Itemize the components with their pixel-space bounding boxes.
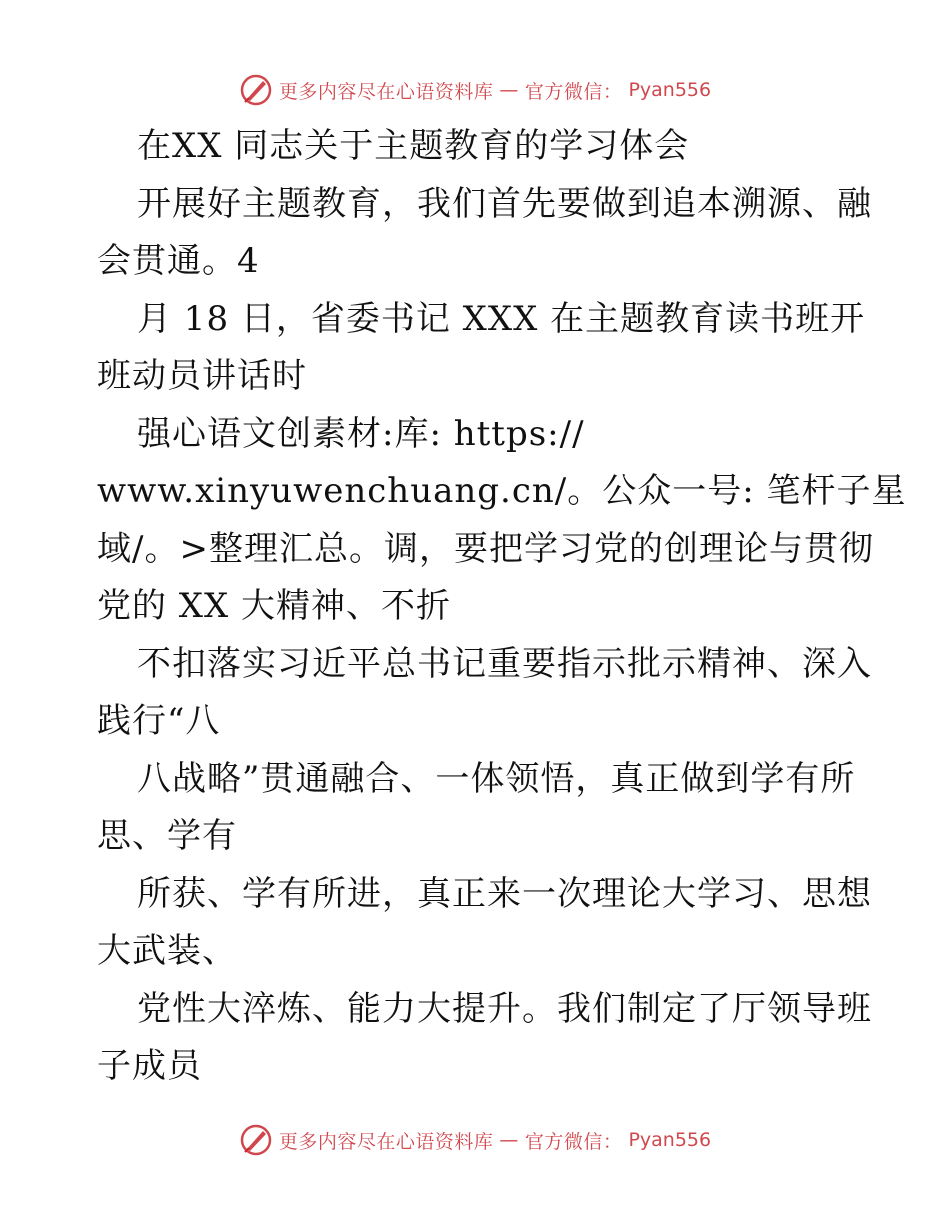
quill-pen-icon bbox=[239, 1123, 273, 1157]
document-line: 大武装、 bbox=[97, 931, 237, 971]
document-line: 班动员讲话时 bbox=[97, 356, 307, 396]
document-line: 不扣落实习近平总书记重要指示批示精神、深入 bbox=[137, 643, 872, 684]
watermark-wechat-label: 官方微信： bbox=[524, 80, 623, 103]
header-watermark bbox=[0, 70, 950, 110]
document-line: 党性大淬炼、能力大提升。我们制定了厅领导班 bbox=[137, 988, 872, 1029]
document-line: 党的 XX 大精神、不折 bbox=[97, 586, 452, 626]
document-line: 思、学有 bbox=[97, 816, 237, 856]
document-body bbox=[97, 118, 907, 1096]
watermark-dash: — bbox=[499, 79, 519, 101]
document-line: 开展好主题教育，我们首先要做到追本溯源、融 bbox=[137, 183, 872, 224]
document-line: 八战略”贯通融合、一体领悟，真正做到学有所 bbox=[137, 758, 856, 799]
footer-watermark bbox=[0, 1120, 950, 1160]
document-line: 践行“八 bbox=[97, 701, 221, 741]
document-line: 会贯通。4 bbox=[97, 241, 260, 281]
watermark-wechat-id: Pyan556 bbox=[628, 1129, 712, 1151]
document-line: 月 18 日，省委书记 XXX 在主题教育读书班开 bbox=[137, 298, 866, 339]
document-line: 强心语文创素材:库: https:// bbox=[137, 413, 585, 454]
document-line: 子成员 bbox=[97, 1046, 202, 1086]
document-line: 所获、学有所进，真正来一次理论大学习、思想 bbox=[137, 873, 872, 914]
document-line: 域/。>整理汇总。调，要把学习党的创理论与贯彻 bbox=[97, 528, 874, 569]
quill-pen-icon bbox=[239, 73, 273, 107]
watermark-dash: — bbox=[499, 1129, 519, 1151]
document-line: www.xinyuwenchuang.cn/。公众一号: 笔杆子星 bbox=[97, 471, 907, 511]
watermark-text: 更多内容尽在心语资料库 bbox=[278, 1130, 494, 1153]
document-title: 在XX 同志关于主题教育的学习体会 bbox=[137, 126, 690, 166]
watermark-text: 更多内容尽在心语资料库 bbox=[278, 80, 494, 103]
watermark-wechat-id: Pyan556 bbox=[628, 79, 712, 101]
watermark-wechat-label: 官方微信： bbox=[524, 1130, 623, 1153]
